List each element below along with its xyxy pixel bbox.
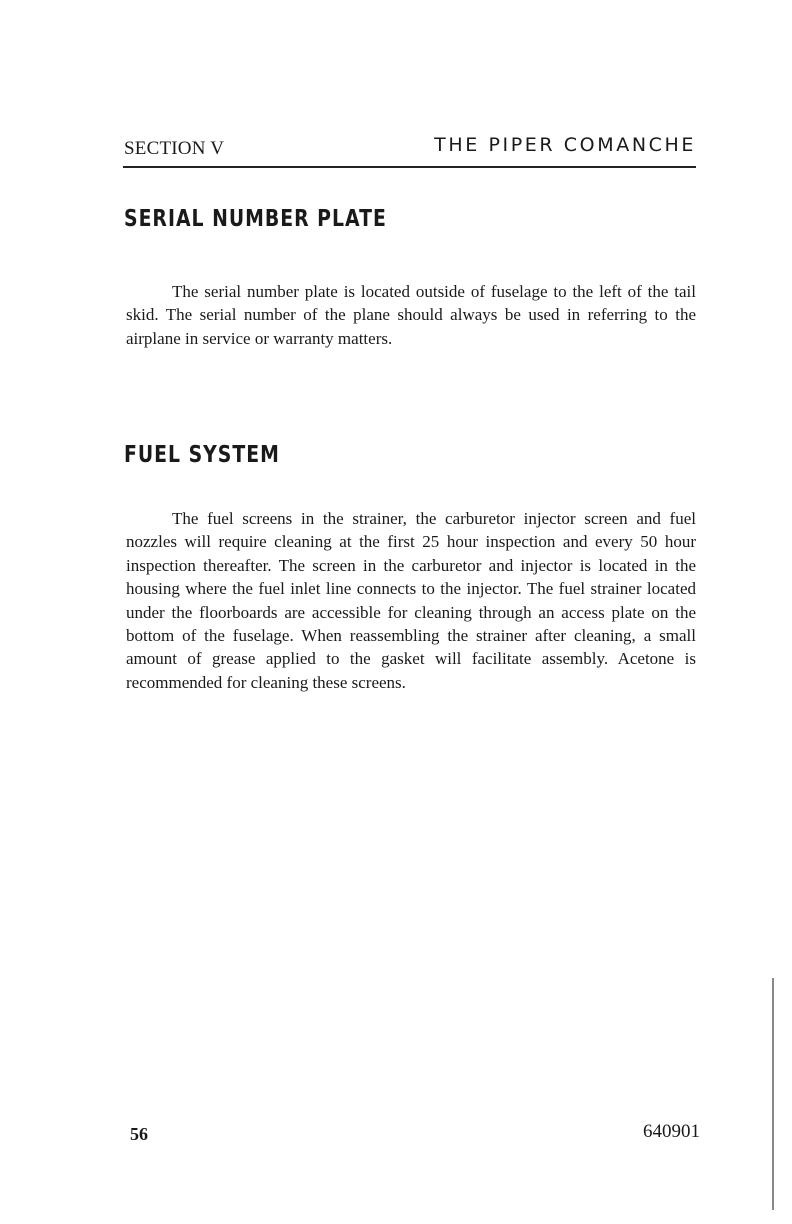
document-code: 640901 (643, 1121, 700, 1142)
paragraph-serial-number-plate: The serial number plate is located outside of fuselage to the left of the tail skid. The serial number of the plane should always be used in referring to the airplane in service or warranty matters. (126, 282, 696, 348)
section-label: SECTION V (124, 138, 225, 159)
heading-fuel-system: FUEL SYSTEM (124, 442, 280, 468)
manual-title: THE PIPER COMANCHE (434, 134, 696, 156)
paragraph-fuel-system: The fuel screens in the strainer, the carburetor injector screen and fuel nozzles will require cleaning at the first 25 hour inspection and every 50 hour inspection thereafter. The screen in the carburetor and injector is located in the housing where the fuel inlet line connects to the injector. The fuel strainer located under the floorboards are accessible for cleaning through an access plate on the bottom of the fuselage. When reassembling the strainer after cleaning, a small amount of grease applied to the gasket will facilitate assembly. Acetone is recommended for cleaning these screens. (126, 509, 696, 692)
scan-edge-line (772, 978, 774, 1210)
heading-serial-number-plate: SERIAL NUMBER PLATE (124, 206, 387, 232)
header-divider (123, 166, 696, 168)
page-number: 56 (130, 1124, 148, 1144)
